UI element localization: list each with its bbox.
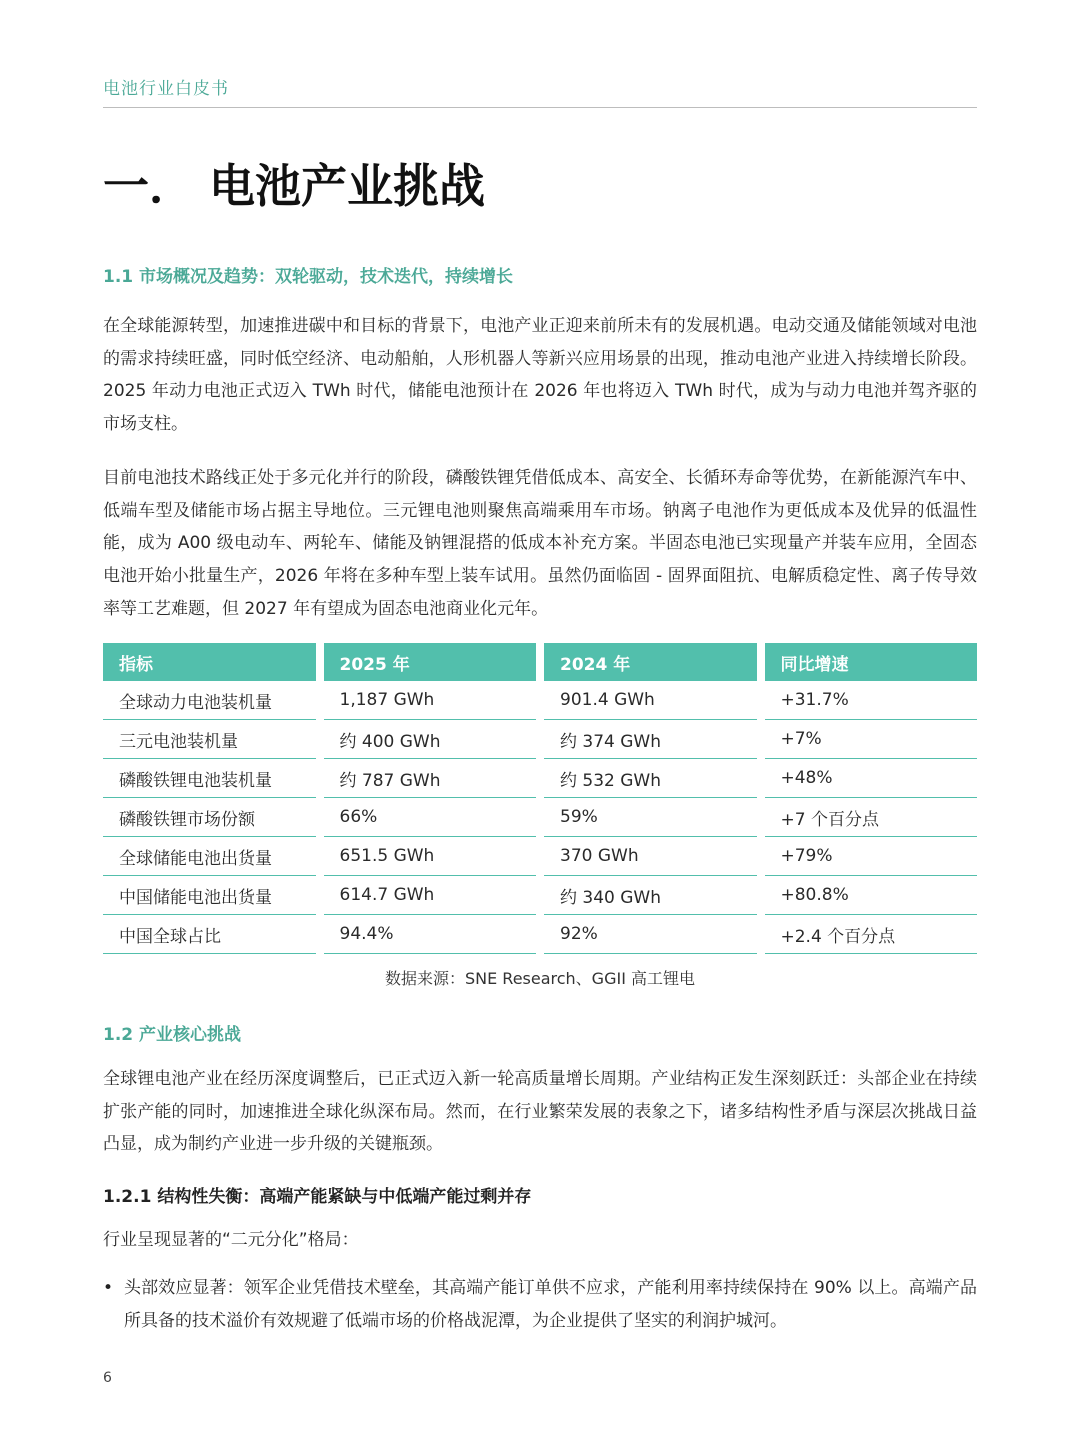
- section-heading-1-1: 1.1 市场概况及趋势：双轮驱动，技术迭代，持续增长: [103, 267, 514, 287]
- bullet-item: [103, 1272, 977, 1337]
- table-cell: 614.7 GWh: [324, 876, 537, 915]
- battery-data-table: [95, 643, 985, 954]
- table-cell: 66%: [324, 798, 537, 837]
- table-source-note: 数据来源：SNE Research、GGII 高工锂电: [384, 969, 696, 988]
- paragraph-technology-routes: 目前电池技术路线正处于多元化并行的阶段，磷酸铁锂凭借低成本、高安全、长循环寿命等优势，在新能源汽车中、低端车型及储能市场占据主导地位。三元锂电池则聚焦高端乘用车市场。钠离子电池作为更低成本及优异的低温性能，成为 A00 级电动车、两轮车、储能及钠锂混搭的低成本补充方案。半固态电池已实现量产并装车应用，全固态电池开始小批量生产，2026 年将在多种车型上装车试用。虽然仍面临固 - 固界面阻抗、电解质稳定性、离子传导效率等工艺难题，但 2027 年有望成为固态电池商业化元年。: [103, 468, 977, 619]
- document-header-title: 电池行业白皮书: [103, 79, 229, 99]
- table-cell: 磷酸铁锂电池装机量: [103, 759, 316, 798]
- table-cell: 中国全球占比: [103, 915, 316, 954]
- table-row: [103, 681, 977, 720]
- table-cell: 约 400 GWh: [324, 720, 537, 759]
- paragraph-market-overview: 在全球能源转型，加速推进碳中和目标的背景下，电池产业正迎来前所未有的发展机遇。电动交通及储能领域对电池的需求持续旺盛，同时低空经济、电动船舶，人形机器人等新兴应用场景的出现，推动电池产业进入持续增长阶段。2025 年动力电池正式迈入 TWh 时代，储能电池预计在 2026 年也将迈入 TWh 时代，成为与动力电池并驾齐驱的市场支柱。: [103, 316, 977, 435]
- table-row: [103, 798, 977, 837]
- table-row: [103, 876, 977, 915]
- table-cell: 651.5 GWh: [324, 837, 537, 876]
- table-header-cell: 指标: [103, 643, 316, 681]
- table-cell: 全球储能电池出货量: [103, 837, 316, 876]
- table-cell: +7 个百分点: [765, 798, 978, 837]
- section-heading-1-2: 1.2 产业核心挑战: [103, 1025, 242, 1045]
- table-cell: +80.8%: [765, 876, 978, 915]
- table-cell: 中国储能电池出货量: [103, 876, 316, 915]
- bullet-text: 头部效应显著：领军企业凭借技术壁垒，其高端产能订单供不应求，产能利用率持续保持在 90% 以上。高端产品所具备的技术溢价有效规避了低端市场的价格战泥潭，为企业提供了坚实的利润护城河。: [124, 1278, 977, 1331]
- table-cell: +2.4 个百分点: [765, 915, 978, 954]
- table-cell: 1,187 GWh: [324, 681, 537, 720]
- table-header-cell: 2024 年: [544, 643, 757, 681]
- table-row: [103, 759, 977, 798]
- table-cell: 901.4 GWh: [544, 681, 757, 720]
- table-cell: 约 374 GWh: [544, 720, 757, 759]
- table-cell: 94.4%: [324, 915, 537, 954]
- table-header-cell: 2025 年: [324, 643, 537, 681]
- table-cell: 三元电池装机量: [103, 720, 316, 759]
- table-cell: 约 532 GWh: [544, 759, 757, 798]
- table-cell: +7%: [765, 720, 978, 759]
- table-row: [103, 720, 977, 759]
- chapter-number: 一．: [103, 159, 195, 213]
- table-row: [103, 837, 977, 876]
- table-cell: 磷酸铁锂市场份额: [103, 798, 316, 837]
- chapter-title: 电池产业挑战: [209, 159, 485, 213]
- table-cell: 92%: [544, 915, 757, 954]
- table-cell: 59%: [544, 798, 757, 837]
- table-row: [103, 915, 977, 954]
- table-cell: +48%: [765, 759, 978, 798]
- table-cell: 370 GWh: [544, 837, 757, 876]
- table-cell: 全球动力电池装机量: [103, 681, 316, 720]
- subsection-heading-1-2-1: 1.2.1 结构性失衡：高端产能紧缺与中低端产能过剩并存: [103, 1187, 532, 1207]
- page-number: 6: [103, 1370, 112, 1386]
- table-cell: 约 787 GWh: [324, 759, 537, 798]
- table-cell: +31.7%: [765, 681, 978, 720]
- table-cell: 约 340 GWh: [544, 876, 757, 915]
- paragraph-core-challenges: 全球锂电池产业在经历深度调整后，已正式迈入新一轮高质量增长周期。产业结构正发生深刻跃迁：头部企业在持续扩张产能的同时，加速推进全球化纵深布局。然而，在行业繁荣发展的表象之下，诸多结构性矛盾与深层次挑战日益凸显，成为制约产业进一步升级的关键瓶颈。: [103, 1069, 977, 1155]
- table-header-cell: 同比增速: [765, 643, 978, 681]
- table-header-row: [103, 643, 977, 681]
- header-divider: [103, 107, 977, 108]
- bullet-dot-icon: •: [103, 1278, 114, 1298]
- table-cell: +79%: [765, 837, 978, 876]
- paragraph-dual-pattern-intro: 行业呈现显著的“二元分化”格局：: [103, 1230, 359, 1250]
- chapter-heading: [103, 150, 485, 216]
